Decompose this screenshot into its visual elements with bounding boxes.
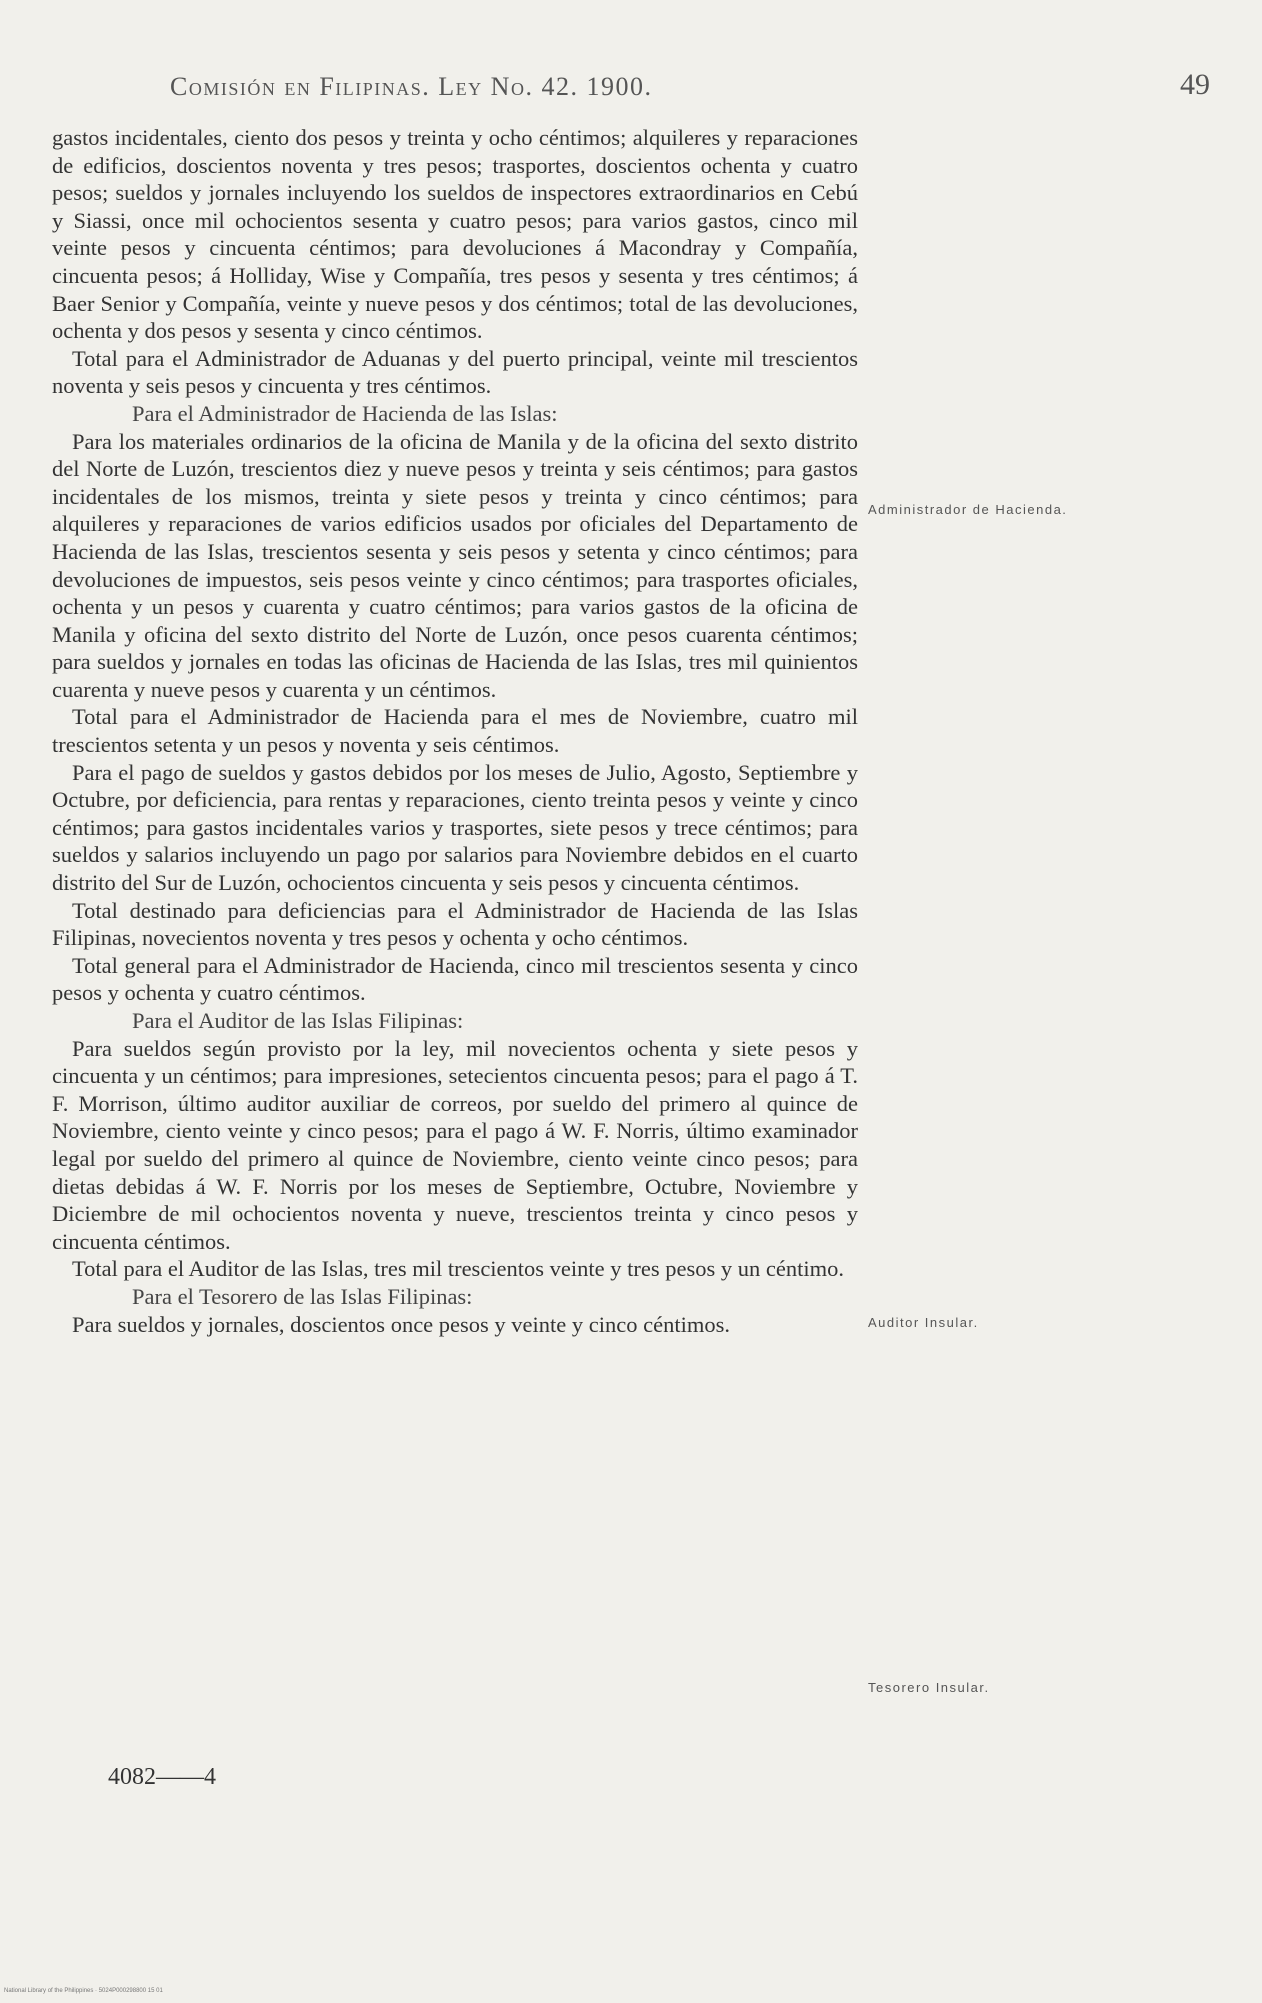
printer-signature: 4082——4 <box>108 1764 216 1790</box>
section-heading-auditor: Para el Auditor de las Islas Filipinas: <box>132 1008 464 1033</box>
paragraph-tesorero-sueldos: Para sueldos y jornales, doscientos once pesos y veinte y cinco céntimos. <box>72 1311 730 1337</box>
running-head: Comisión en Filipinas. Ley No. 42. 1900. <box>170 72 653 101</box>
footer-credit: National Library of the Philippines · 5024P000298800 15 01 <box>4 1988 163 1994</box>
paragraph-auditor-sueldos: Para sueldos según provisto por la ley, mil novecientos ochenta y siete pesos y cincuenta y un céntimos; para impresiones, setecientos cincuenta pesos; para el pago á T. F. Morrison, último auditor auxiliar de correos, por sueldo del primero al quince de Noviembre, ciento veinte y cinco pesos; para el pago á W. F. Norris, último examinador legal por sueldo del primero al quince de Noviembre, ciento veinte cinco pesos; para dietas debidas á W. F. Norris por los meses de Septiembre, Octubre, Noviembre y Diciembre de mil ochocientos noventa y nueve, trescientos treinta y cinco pesos y cincuenta céntimos. <box>52 1035 858 1254</box>
paragraph-total-auditor: Total para el Auditor de las Islas, tres mil trescientos veinte y tres pesos y un céntimo. <box>72 1256 844 1282</box>
body-text <box>52 124 858 1338</box>
section-heading-hacienda: Para el Administrador de Hacienda de las Islas: <box>132 400 558 426</box>
section-heading-tesorero: Para el Tesorero de las Islas Filipinas: <box>132 1283 473 1309</box>
margin-note-tesorero: Tesorero Insular. <box>868 1680 990 1695</box>
paragraph-total-hacienda-noviembre: Total para el Administrador de Hacienda para el mes de Noviembre, cuatro mil trescientos setenta y un pesos y noventa y seis céntimos. <box>52 704 858 758</box>
paragraph-hacienda-materiales: Para los materiales ordinarios de la oficina de Manila y de la oficina del sexto distrito del Norte de Luzón, trescientos diez y nueve pesos y treinta y seis céntimos; para gastos incidentales de los mismos, treinta y siete pesos y treinta y cinco céntimos; para alquileres y reparaciones de varios edificios usados por oficiales del Departamento de Hacienda de las Islas, trescientos sesenta y seis pesos y setenta y cinco céntimos; para devoluciones de impuestos, seis pesos veinte y cinco céntimos; para trasportes oficiales, ochenta y un pesos y cuarenta y cuatro céntimos; para varios gastos de la oficina de Manila y oficina del sexto distrito del Norte de Luzón, once pesos cuarenta céntimos; para sueldos y jornales en todas las oficinas de Hacienda de las Islas, tres mil quinientos cuarenta y nueve pesos y cuarenta y un céntimos. <box>52 428 858 702</box>
page-number: 49 <box>1180 68 1210 101</box>
paragraph-total-general-hacienda: Total general para el Administrador de Hacienda, cinco mil trescientos sesenta y cinco pesos y ochenta y cuatro céntimos. <box>52 952 858 1006</box>
paragraph-hacienda-deficiencias: Para el pago de sueldos y gastos debidos por los meses de Julio, Agosto, Septiembre y Octubre, por deficiencia, para rentas y reparaciones, ciento treinta pesos y veinte y cinco céntimos; para gastos incidentales varios y trasportes, siete pesos y trece céntimos; para sueldos y salarios incluyendo un pago por salarios para Noviembre debidos en el cuarto distrito del Sur de Luzón, ochocientos cincuenta y seis pesos y cincuenta céntimos. <box>52 759 858 896</box>
paragraph-aduanas-continued: gastos incidentales, ciento dos pesos y treinta y ocho céntimos; alquileres y reparaciones de edificios, doscientos noventa y tres pesos; trasportes, doscientos ochenta y cuatro pesos; sueldos y jornales incluyendo los sueldos de inspectores extraordinarios en Cebú y Siassi, once mil ochocientos sesenta y cuatro pesos; para varios gastos, cinco mil veinte pesos y cincuenta céntimos; para devoluciones á Macondray y Compañía, cincuenta pesos; á Holliday, Wise y Compañía, tres pesos y sesenta y tres céntimos; á Baer Senior y Compañía, veinte y nueve pesos y dos céntimos; total de las devoluciones, ochenta y dos pesos y sesenta y cinco céntimos. <box>52 125 858 344</box>
margin-note-hacienda: Administrador de Hacienda. <box>868 502 1068 517</box>
paragraph-total-deficiencias: Total destinado para deficiencias para el Administrador de Hacienda de las Islas Filipinas, novecientos noventa y tres pesos y ochenta y ocho céntimos. <box>52 897 858 951</box>
margin-note-auditor: Auditor Insular. <box>868 1315 979 1330</box>
page-header <box>60 68 1210 108</box>
paragraph-total-aduanas: Total para el Administrador de Aduanas y del puerto principal, veinte mil trescientos noventa y seis pesos y cincuenta y tres céntimos. <box>52 345 858 399</box>
